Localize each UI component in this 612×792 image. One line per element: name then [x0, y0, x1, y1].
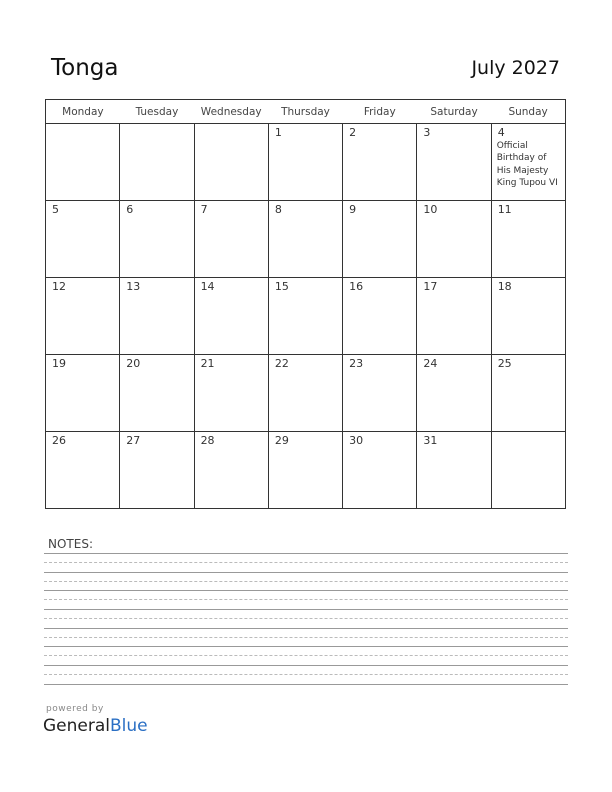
day-cell[interactable] — [194, 355, 268, 432]
weekday-header: Sunday — [491, 100, 565, 124]
day-number: 15 — [274, 280, 289, 293]
day-number: 4 — [497, 126, 505, 139]
country-title: Tonga — [51, 55, 119, 81]
day-cell[interactable] — [491, 201, 565, 278]
day-cell[interactable] — [194, 432, 268, 509]
brand-general-text: General — [43, 716, 110, 736]
notes-line — [44, 665, 568, 666]
day-number: 3 — [423, 126, 431, 139]
day-number: 29 — [274, 434, 289, 447]
day-number: 13 — [126, 280, 141, 293]
notes-line — [44, 572, 568, 573]
day-cell[interactable] — [417, 201, 491, 278]
day-cell[interactable] — [194, 201, 268, 278]
day-number: 28 — [200, 434, 215, 447]
day-number: 10 — [423, 203, 438, 216]
day-cell[interactable] — [268, 432, 342, 509]
day-cell[interactable] — [194, 278, 268, 355]
day-cell[interactable] — [491, 124, 565, 201]
day-number: 18 — [497, 280, 512, 293]
notes-line — [44, 628, 568, 629]
calendar-week-row — [46, 278, 566, 355]
day-number: 16 — [349, 280, 364, 293]
day-cell[interactable] — [417, 124, 491, 201]
day-cell[interactable] — [343, 124, 417, 201]
notes-line — [44, 609, 568, 610]
day-number: 12 — [52, 280, 66, 293]
day-number: 30 — [349, 434, 364, 447]
notes-line — [44, 618, 568, 619]
day-number: 17 — [423, 280, 438, 293]
month-title: July 2027 — [471, 57, 560, 79]
calendar-week-row — [46, 124, 566, 201]
weekday-header: Thursday — [268, 100, 342, 124]
day-number: 5 — [52, 203, 59, 216]
day-cell[interactable] — [268, 355, 342, 432]
day-cell[interactable] — [491, 278, 565, 355]
day-cell[interactable] — [268, 278, 342, 355]
calendar-grid — [45, 99, 566, 509]
day-cell[interactable] — [46, 124, 120, 201]
day-number: 21 — [200, 357, 215, 370]
day-cell[interactable] — [491, 432, 565, 509]
day-number: 6 — [126, 203, 134, 216]
day-number: 23 — [349, 357, 364, 370]
day-number: 20 — [126, 357, 141, 370]
day-cell[interactable] — [46, 201, 120, 278]
day-cell[interactable] — [46, 432, 120, 509]
notes-line — [44, 655, 568, 656]
brand-blue-text: Blue — [110, 716, 148, 736]
day-number: 14 — [200, 280, 215, 293]
day-cell[interactable] — [268, 124, 342, 201]
day-number: 7 — [200, 203, 208, 216]
notes-line — [44, 684, 568, 685]
day-number: 9 — [349, 203, 357, 216]
day-number: 25 — [497, 357, 512, 370]
weekday-header: Friday — [343, 100, 417, 124]
day-cell[interactable] — [46, 278, 120, 355]
day-number: 2 — [349, 126, 357, 139]
day-cell[interactable] — [120, 201, 194, 278]
calendar-week-row — [46, 432, 566, 509]
weekday-header-row — [46, 100, 566, 124]
weekday-header: Saturday — [417, 100, 491, 124]
notes-line — [44, 562, 568, 563]
notes-line — [44, 674, 568, 675]
day-number: 27 — [126, 434, 141, 447]
notes-line — [44, 553, 568, 554]
day-cell[interactable] — [343, 355, 417, 432]
holiday-event: Official Birthday of His Majesty King Tupou VI — [496, 141, 558, 188]
day-cell[interactable] — [120, 432, 194, 509]
day-cell[interactable] — [268, 201, 342, 278]
day-cell[interactable] — [343, 201, 417, 278]
day-number: 8 — [274, 203, 282, 216]
day-number: 24 — [423, 357, 438, 370]
day-cell[interactable] — [343, 278, 417, 355]
day-cell[interactable] — [417, 278, 491, 355]
day-cell[interactable] — [491, 355, 565, 432]
day-cell[interactable] — [46, 355, 120, 432]
day-number: 11 — [497, 203, 512, 216]
calendar-week-row — [46, 355, 566, 432]
day-cell[interactable] — [343, 432, 417, 509]
day-number: 1 — [274, 126, 282, 139]
day-cell[interactable] — [194, 124, 268, 201]
notes-line — [44, 646, 568, 647]
day-number: 26 — [52, 434, 66, 447]
day-cell[interactable] — [417, 355, 491, 432]
day-cell[interactable] — [120, 124, 194, 201]
notes-line — [44, 581, 568, 582]
powered-by-text: powered by — [46, 704, 104, 714]
day-cell[interactable] — [417, 432, 491, 509]
calendar-body — [46, 124, 566, 509]
notes-line — [44, 599, 568, 600]
day-cell[interactable] — [120, 278, 194, 355]
day-number: 31 — [423, 434, 438, 447]
notes-label: NOTES: — [48, 537, 93, 551]
calendar-week-row — [46, 201, 566, 278]
notes-line — [44, 637, 568, 638]
day-number: 19 — [52, 357, 66, 370]
generalblue-logo[interactable] — [43, 716, 148, 736]
weekday-header: Monday — [46, 100, 120, 124]
weekday-header: Tuesday — [120, 100, 194, 124]
day-number: 22 — [274, 357, 289, 370]
notes-line — [44, 590, 568, 591]
day-cell[interactable] — [120, 355, 194, 432]
weekday-header: Wednesday — [194, 100, 268, 124]
